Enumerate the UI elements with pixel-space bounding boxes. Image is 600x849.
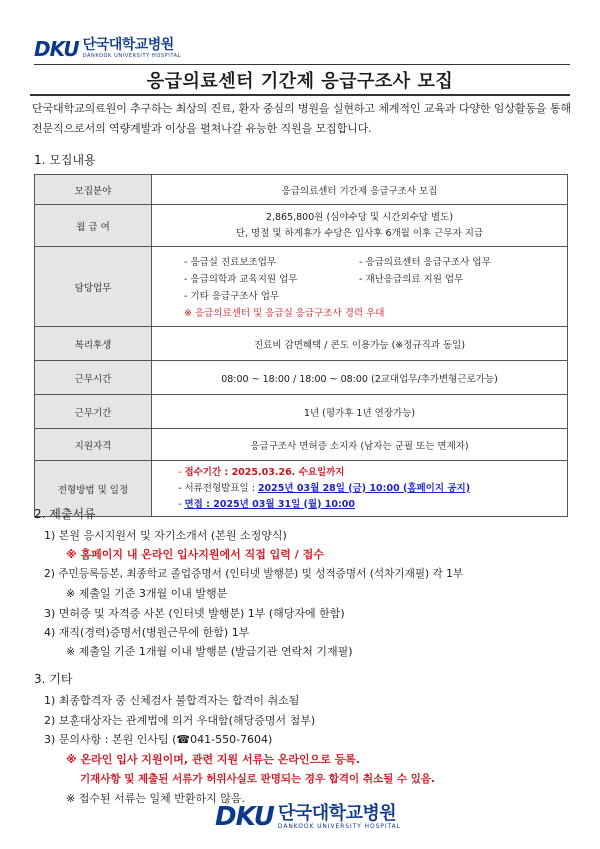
header-divider <box>34 64 570 65</box>
value-schedule <box>152 461 568 517</box>
label-period: 근무기간 <box>35 395 152 429</box>
document-note: ※ 제출일 기준 3개월 이내 발행분 <box>66 587 228 600</box>
logo-korean-name: 단국대학교병원 <box>82 37 174 53</box>
table-row-hours <box>35 361 568 395</box>
value-duties <box>152 247 568 327</box>
schedule-deadline <box>178 465 561 481</box>
announce-prefix: - 서류전형발표일 : <box>178 482 258 494</box>
title-underline <box>30 94 570 96</box>
document-item: 1) 본원 응시지원서 및 자기소개서 (본원 소정양식) <box>44 529 287 542</box>
table-row-salary <box>35 205 568 247</box>
table-row-welfare <box>35 327 568 361</box>
hospital-logo-top <box>34 38 181 59</box>
section-heading-recruitment: 1. 모집내용 <box>34 153 96 167</box>
value-salary <box>152 205 568 247</box>
label-welfare: 복리후생 <box>35 327 152 361</box>
duty-preference-note: ※ 응급의료센터 및 응급실 응급구조사 경력 우대 <box>184 308 385 319</box>
logo-english-name: DANKOOK UNIVERSITY HOSPITAL <box>82 53 182 59</box>
schedule-interview <box>178 497 561 513</box>
logo-korean-name: 단국대학교병원 <box>277 803 397 824</box>
misc-contact: 3) 문의사항 : 본원 인사팀 (☎041-550-7604) <box>44 733 273 746</box>
misc-warning-false-info: 기재사항 및 제출된 서류가 허위사실로 판명되는 경우 합격이 취소될 수 있음. <box>80 773 435 785</box>
document-note: ※ 제출일 기준 1개월 이내 발행분 (발급기관 연락처 기재필) <box>66 645 353 658</box>
duty-item: - 응급의학과 교육지원 업무 <box>184 274 298 285</box>
announce-date-link[interactable]: 2025년 03월 28일 (금) 10:00 (홈페이지 공지) <box>257 482 471 494</box>
label-hours: 근무시간 <box>35 361 152 395</box>
duty-item: - 응급의료센터 응급구조사 업무 <box>359 257 491 268</box>
document-item: 3) 면허증 및 자격증 사본 (인터넷 발행분) 1부 (해당자에 한함) <box>44 607 345 620</box>
label-schedule: 전형방법 및 일정 <box>35 461 152 517</box>
duty-item: - 재난응급의료 지원 업무 <box>359 274 464 285</box>
section-heading-misc: 3. 기타 <box>34 672 73 686</box>
deadline-prefix: - <box>178 466 185 478</box>
deadline-text: 접수기간 : 2025.03.26. 수요일까지 <box>184 466 345 478</box>
label-salary: 월 급 여 <box>35 205 152 247</box>
label-duties: 담당업무 <box>35 247 152 327</box>
value-period: 1년 (평가후 1년 연장가능) <box>152 395 568 429</box>
salary-note: 단, 명절 및 하계휴가 수당은 입사후 6개월 이후 근무자 지급 <box>235 227 484 239</box>
misc-item: 1) 최종합격자 중 신체검사 불합격자는 합격이 취소됨 <box>44 694 300 707</box>
intro-paragraph: 단국대학교의료원이 추구하는 최상의 진료, 환자 중심의 병원을 실현하고 체계적인 교육과 다양한 임상활동을 통해 전문직으로서의 역량계발과 이상을 펼쳐나갈 유능한 직원을 모집합니다. <box>32 102 571 135</box>
table-row-qualification <box>35 429 568 461</box>
table-row-schedule <box>35 461 568 517</box>
duty-item: - 응급실 진료보조업무 <box>184 257 277 268</box>
page-title: 응급의료센터 기간제 응급구조사 모집 <box>146 71 454 92</box>
label-field: 모집분야 <box>35 175 152 205</box>
salary-amount: 2,865,800원 (심야수당 및 시간외수당 별도) <box>265 211 454 223</box>
misc-note-no-return: ※ 접수된 서류는 일체 반환하지 않음. <box>66 792 245 805</box>
misc-item: 2) 보훈대상자는 관계법에 의거 우대함(해당증명서 첨부) <box>44 714 316 727</box>
document-item: 2) 주민등록등본, 최종학교 졸업증명서 (인터넷 발행분) 및 성적증명서 (석차기재필) 각 1부 <box>44 568 464 580</box>
value-field: 응급의료센터 기간제 응급구조사 모집 <box>152 175 568 205</box>
schedule-announcement <box>178 481 561 497</box>
logo-mark: DKU <box>215 802 274 832</box>
table-row-duties <box>35 247 568 327</box>
document-note-online: ※ 홈페이지 내 온라인 입사지원에서 직접 입력 / 접수 <box>66 548 324 561</box>
section-heading-documents: 2. 제출서류 <box>34 507 96 521</box>
value-qualification: 응급구조사 면허증 소지자 (남자는 군필 또는 면제자) <box>152 429 568 461</box>
interview-date: 면접 : 2025년 03월 31일 (월) 10:00 <box>184 498 355 510</box>
duty-item: - 기타 응급구조사 업무 <box>184 291 280 302</box>
value-welfare: 진료비 감면혜택 / 콘도 이용가능 (※정규직과 동일) <box>152 327 568 361</box>
table-row-field <box>35 175 568 205</box>
recruitment-table <box>34 174 568 517</box>
logo-english-name: DANKOOK UNIVERSITY HOSPITAL <box>277 823 401 830</box>
misc-warning-online: ※ 온라인 입사 지원이며, 관련 지원 서류는 온라인으로 등록. <box>66 753 361 766</box>
hospital-logo-bottom <box>215 804 401 830</box>
document-item: 4) 재직(경력)증명서(병원근무에 한함) 1부 <box>44 626 250 639</box>
label-qualification: 지원자격 <box>35 429 152 461</box>
interview-prefix: - <box>178 498 185 510</box>
logo-mark: DKU <box>34 36 79 61</box>
table-row-period <box>35 395 568 429</box>
value-hours: 08:00 ~ 18:00 / 18:00 ~ 08:00 (2교대업무/추가변형근로가능) <box>152 361 568 395</box>
